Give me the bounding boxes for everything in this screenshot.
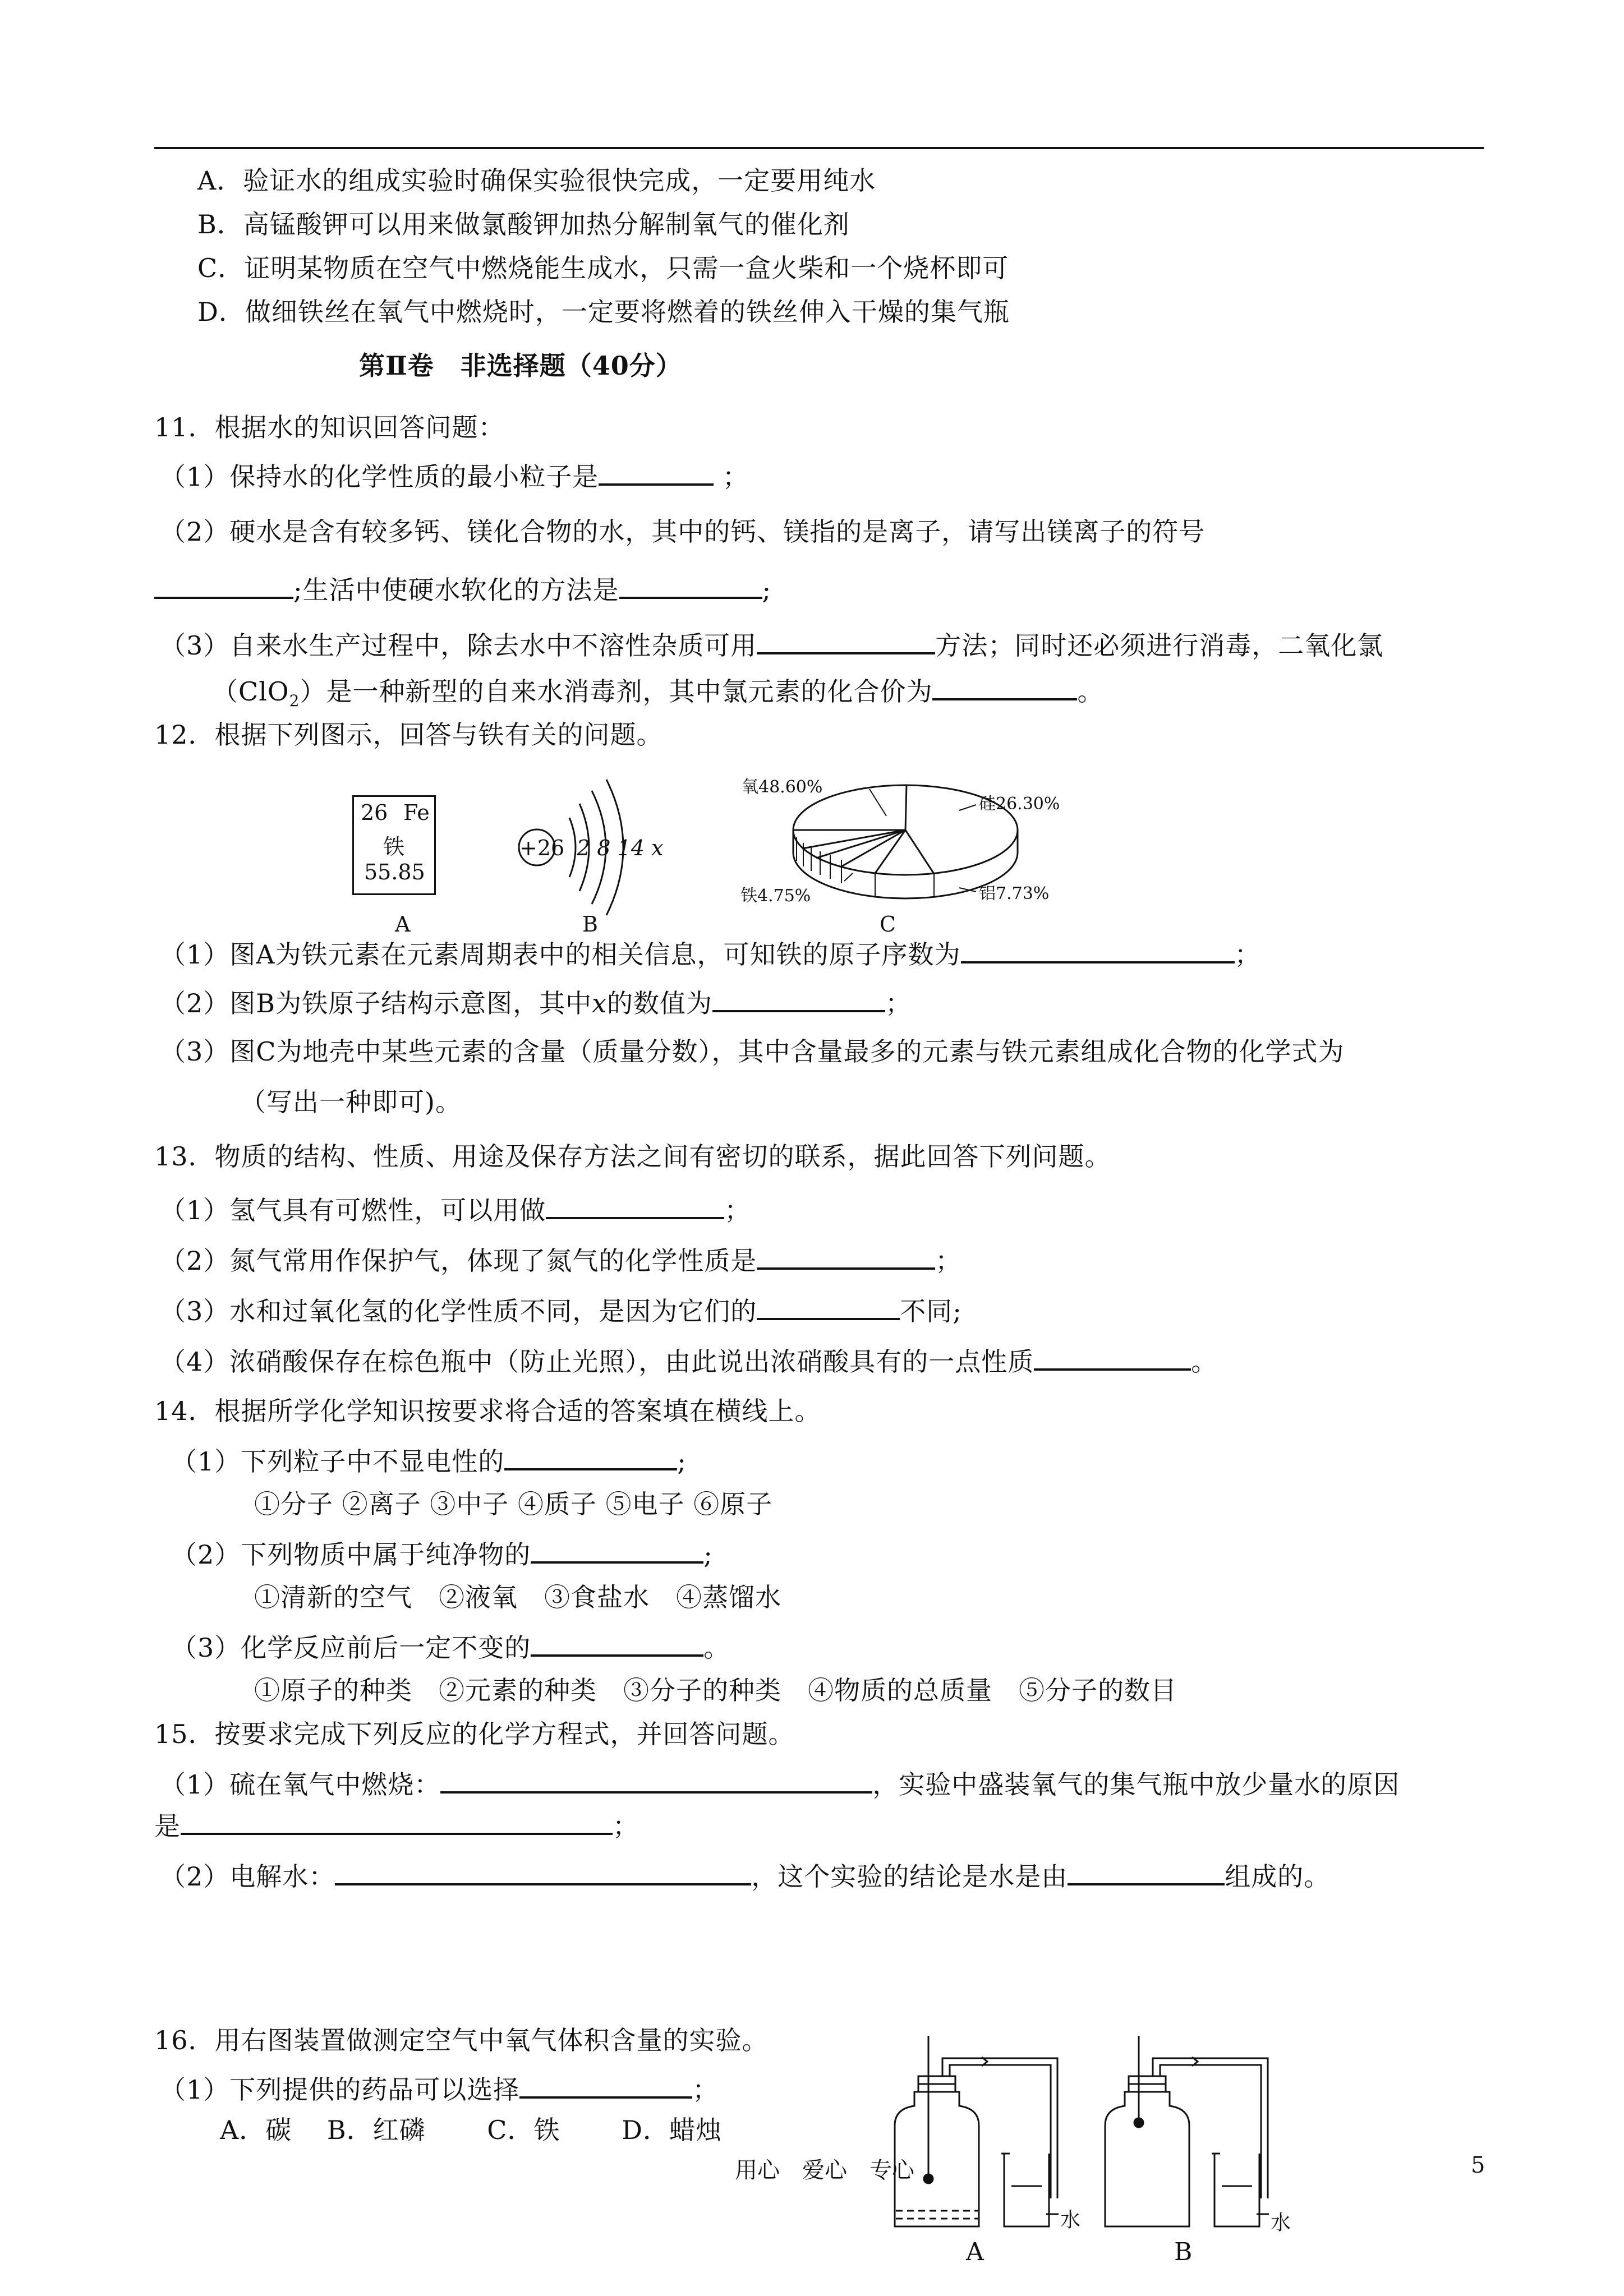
figure-b-label: B (582, 912, 598, 937)
q16-options: A．碳 B．红磷 C．铁 D．蜡烛 (220, 2115, 722, 2145)
q12-p2-mid: 的数值为 (607, 988, 713, 1018)
answer-blank[interactable] (519, 2069, 692, 2099)
q14-p2-text: （2）下列物质中属于纯净物的 (171, 1539, 531, 1570)
answer-blank[interactable] (335, 1856, 751, 1885)
page-number: 5 (1471, 2152, 1485, 2178)
label-silicon: 硅26.30% (979, 794, 1060, 814)
q13-part4 (160, 1341, 1217, 1378)
q14-stem: 14．根据所学化学知识按要求将合适的答案填在横线上。 (154, 1396, 821, 1426)
formula-text: （ClO (212, 676, 289, 707)
q11-p3-text2: ）是一种新型的自来水消毒剂，其中氯元素的化合价为 (300, 676, 933, 707)
option-d: D．做细铁丝在氧气中燃烧时，一定要将燃着的铁丝伸入干燥的集气瓶 (197, 297, 1010, 327)
answer-blank[interactable] (619, 570, 762, 599)
electron-shell (569, 818, 576, 877)
water-label-b: 水 (1271, 2211, 1291, 2234)
answer-blank[interactable] (757, 625, 935, 654)
q13-p2-text: （2）氮气常用作保护气，体现了氮气的化学性质是 (160, 1246, 757, 1276)
q14-p3-text: （3）化学反应前后一定不变的 (171, 1633, 531, 1663)
q12-stem: 12．根据下列图示，回答与铁有关的问题。 (154, 720, 663, 750)
answer-blank[interactable] (757, 1241, 935, 1270)
q13-stem: 13．物质的结构、性质、用途及保存方法之间有密切的联系，据此回答下列问题。 (154, 1141, 1111, 1172)
answer-blank[interactable] (932, 671, 1077, 700)
answer-blank[interactable] (961, 934, 1235, 963)
label-oxygen: 氧48.60% (742, 777, 823, 797)
q12-part1 (160, 934, 1261, 971)
q15-stem: 15．按要求完成下列反应的化学方程式，并回答问题。 (154, 1719, 795, 1749)
q14-p1-text: （1）下列粒子中不显电性的 (171, 1446, 505, 1477)
q12-p2-end: ； (885, 988, 912, 1018)
nucleus-charge: +26 (519, 836, 565, 860)
q11-p3-end: 。 (1077, 676, 1104, 707)
q15-p1-end: ； (613, 1811, 639, 1841)
atomic-mass: 55.85 (364, 860, 425, 884)
q11-p3-text: （3）自来水生产过程中，除去水中不溶性杂质可用 (160, 630, 757, 661)
formula-subscript: 2 (289, 691, 300, 711)
q13-part2 (160, 1241, 961, 1278)
answer-blank[interactable] (546, 1190, 724, 1219)
q11-p2-mid: ;生活中使硬水软化的方法是 (293, 575, 619, 605)
q15-p1-text: （1）硫在氧气中燃烧： (160, 1769, 441, 1800)
q15-part1b (154, 1806, 639, 1843)
figure-a-label: A (395, 912, 411, 937)
q13-p3-end: 不同; (900, 1296, 962, 1326)
q13-part3 (160, 1291, 962, 1328)
q14-options2: ①清新的空气 ②液氧 ③食盐水 ④蒸馏水 (254, 1582, 781, 1612)
q15-p2-end: 组成的。 (1225, 1861, 1331, 1892)
q15-part1 (160, 1764, 1400, 1801)
q12-part3b: （写出一种即可)。 (240, 1087, 462, 1117)
shell-electrons: 2 8 14 x (577, 836, 664, 860)
q15-p1-text2: 是 (154, 1811, 181, 1841)
option-c: C．证明某物质在空气中燃烧能生成水，只需一盒火柴和一个烧杯即可 (197, 253, 1009, 283)
q14-p2-end: ; (703, 1539, 713, 1570)
q16-stem: 16．用右图装置做测定空气中氧气体积含量的实验。 (154, 2025, 769, 2055)
apparatus-a (895, 2036, 1059, 2226)
apparatus-b (1105, 2036, 1269, 2226)
q12-p2-text: （2）图B为铁原子结构示意图，其中 (160, 988, 592, 1018)
header-rule (154, 147, 1484, 149)
q14-options1: ①分子 ②离子 ③中子 ④质子 ⑤电子 ⑥原子 (254, 1489, 773, 1519)
answer-blank[interactable] (757, 1291, 900, 1320)
answer-blank[interactable] (712, 983, 885, 1012)
q13-p1-text: （1）氢气具有可燃性，可以用做 (160, 1195, 546, 1225)
q13-p4-text: （4）浓硝酸保存在棕色瓶中（防止光照），由此说出浓硝酸具有的一点性质 (160, 1347, 1034, 1377)
q13-part1 (160, 1190, 751, 1227)
q15-p2-text: （2）电解水： (160, 1861, 335, 1892)
atomic-number: 26 (361, 800, 388, 825)
q11-part2: （2）硬水是含有较多钙、镁化合物的水，其中的钙、镁指的是离子，请写出镁离子的符号 (160, 517, 1206, 547)
element-symbol: Fe (403, 800, 430, 825)
q14-p3-end: 。 (703, 1633, 730, 1663)
apparatus-a-label: A (966, 2238, 984, 2266)
answer-blank[interactable] (181, 1806, 613, 1835)
q15-p1-mid: ，实验中盛装氧气的集气瓶中放少量水的原因 (872, 1769, 1400, 1800)
q11-stem: 11．根据水的知识回答问题： (154, 412, 505, 442)
q11-part3b (212, 671, 1103, 718)
element-name: 铁 (383, 835, 405, 859)
q15-p2-mid: ，这个实验的结论是水是由 (751, 1861, 1068, 1892)
variable-x: x (592, 988, 608, 1018)
option-a: A．验证水的组成实验时确保实验很快完成，一定要用纯水 (197, 165, 876, 196)
q14-part1 (171, 1441, 687, 1478)
q14-options3: ①原子的种类 ②元素的种类 ③分子的种类 ④物质的总质量 ⑤分子的数目 (254, 1675, 1177, 1705)
q14-part3 (171, 1628, 730, 1665)
option-b: B．高锰酸钾可以用来做氯酸钾加热分解制氧气的催化剂 (197, 209, 850, 239)
q13-p2-end: ； (935, 1246, 962, 1276)
apparatus-figure (884, 2036, 1287, 2260)
q12-part3: （3）图C为地壳中某些元素的含量（质量分数），其中含量最多的元素与铁元素组成化合物的化学式为 (160, 1036, 1345, 1067)
q11-part2b (154, 570, 771, 607)
answer-blank[interactable] (440, 1764, 872, 1794)
q14-part2 (171, 1534, 713, 1571)
figure-a-element-cell (352, 795, 436, 895)
answer-blank[interactable] (1068, 1856, 1225, 1885)
q12-part2 (160, 983, 912, 1020)
apparatus-b-label: B (1174, 2238, 1193, 2266)
answer-blank[interactable] (154, 570, 293, 599)
answer-blank[interactable] (531, 1534, 703, 1564)
label-aluminum: 铝7.73% (979, 884, 1050, 903)
section-title: 第Ⅱ卷 非选择题（40分） (359, 351, 682, 381)
q11-p1-end: ； (714, 462, 749, 492)
q14-p1-end: ; (677, 1446, 687, 1477)
answer-blank[interactable] (599, 457, 714, 486)
footer-motto: 用心 爱心 专心 (735, 2157, 914, 2183)
q13-p1-end: ； (724, 1195, 751, 1225)
answer-blank[interactable] (1034, 1341, 1191, 1371)
q12-p1-text: （1）图A为铁元素在元素周期表中的相关信息，可知铁的原子序数为 (160, 939, 961, 970)
figure-c-label: C (880, 912, 896, 937)
q16-p1-end: ； (692, 2074, 719, 2105)
q11-p1-text: （1）保持水的化学性质的最小粒子是 (160, 462, 599, 492)
q15-part2 (160, 1856, 1330, 1893)
q11-p3-mid: 方法；同时还必须进行消毒，二氧化氯 (935, 630, 1384, 661)
q13-p3-text: （3）水和过氧化氢的化学性质不同，是因为它们的 (160, 1296, 757, 1326)
q12-p1-end: ； (1234, 939, 1261, 970)
water-label-a: 水 (1060, 2209, 1081, 2232)
q16-part1 (160, 2069, 719, 2106)
q13-p4-end: 。 (1191, 1347, 1218, 1377)
q11-p2-end: ; (762, 575, 771, 605)
label-iron: 铁4.75% (740, 886, 811, 906)
answer-blank[interactable] (504, 1441, 677, 1470)
slice-boundary (905, 785, 907, 830)
q11-part1 (160, 457, 749, 494)
q11-part3 (160, 625, 1383, 662)
q16-p1-text: （1）下列提供的药品可以选择 (160, 2074, 520, 2105)
answer-blank[interactable] (531, 1628, 703, 1657)
